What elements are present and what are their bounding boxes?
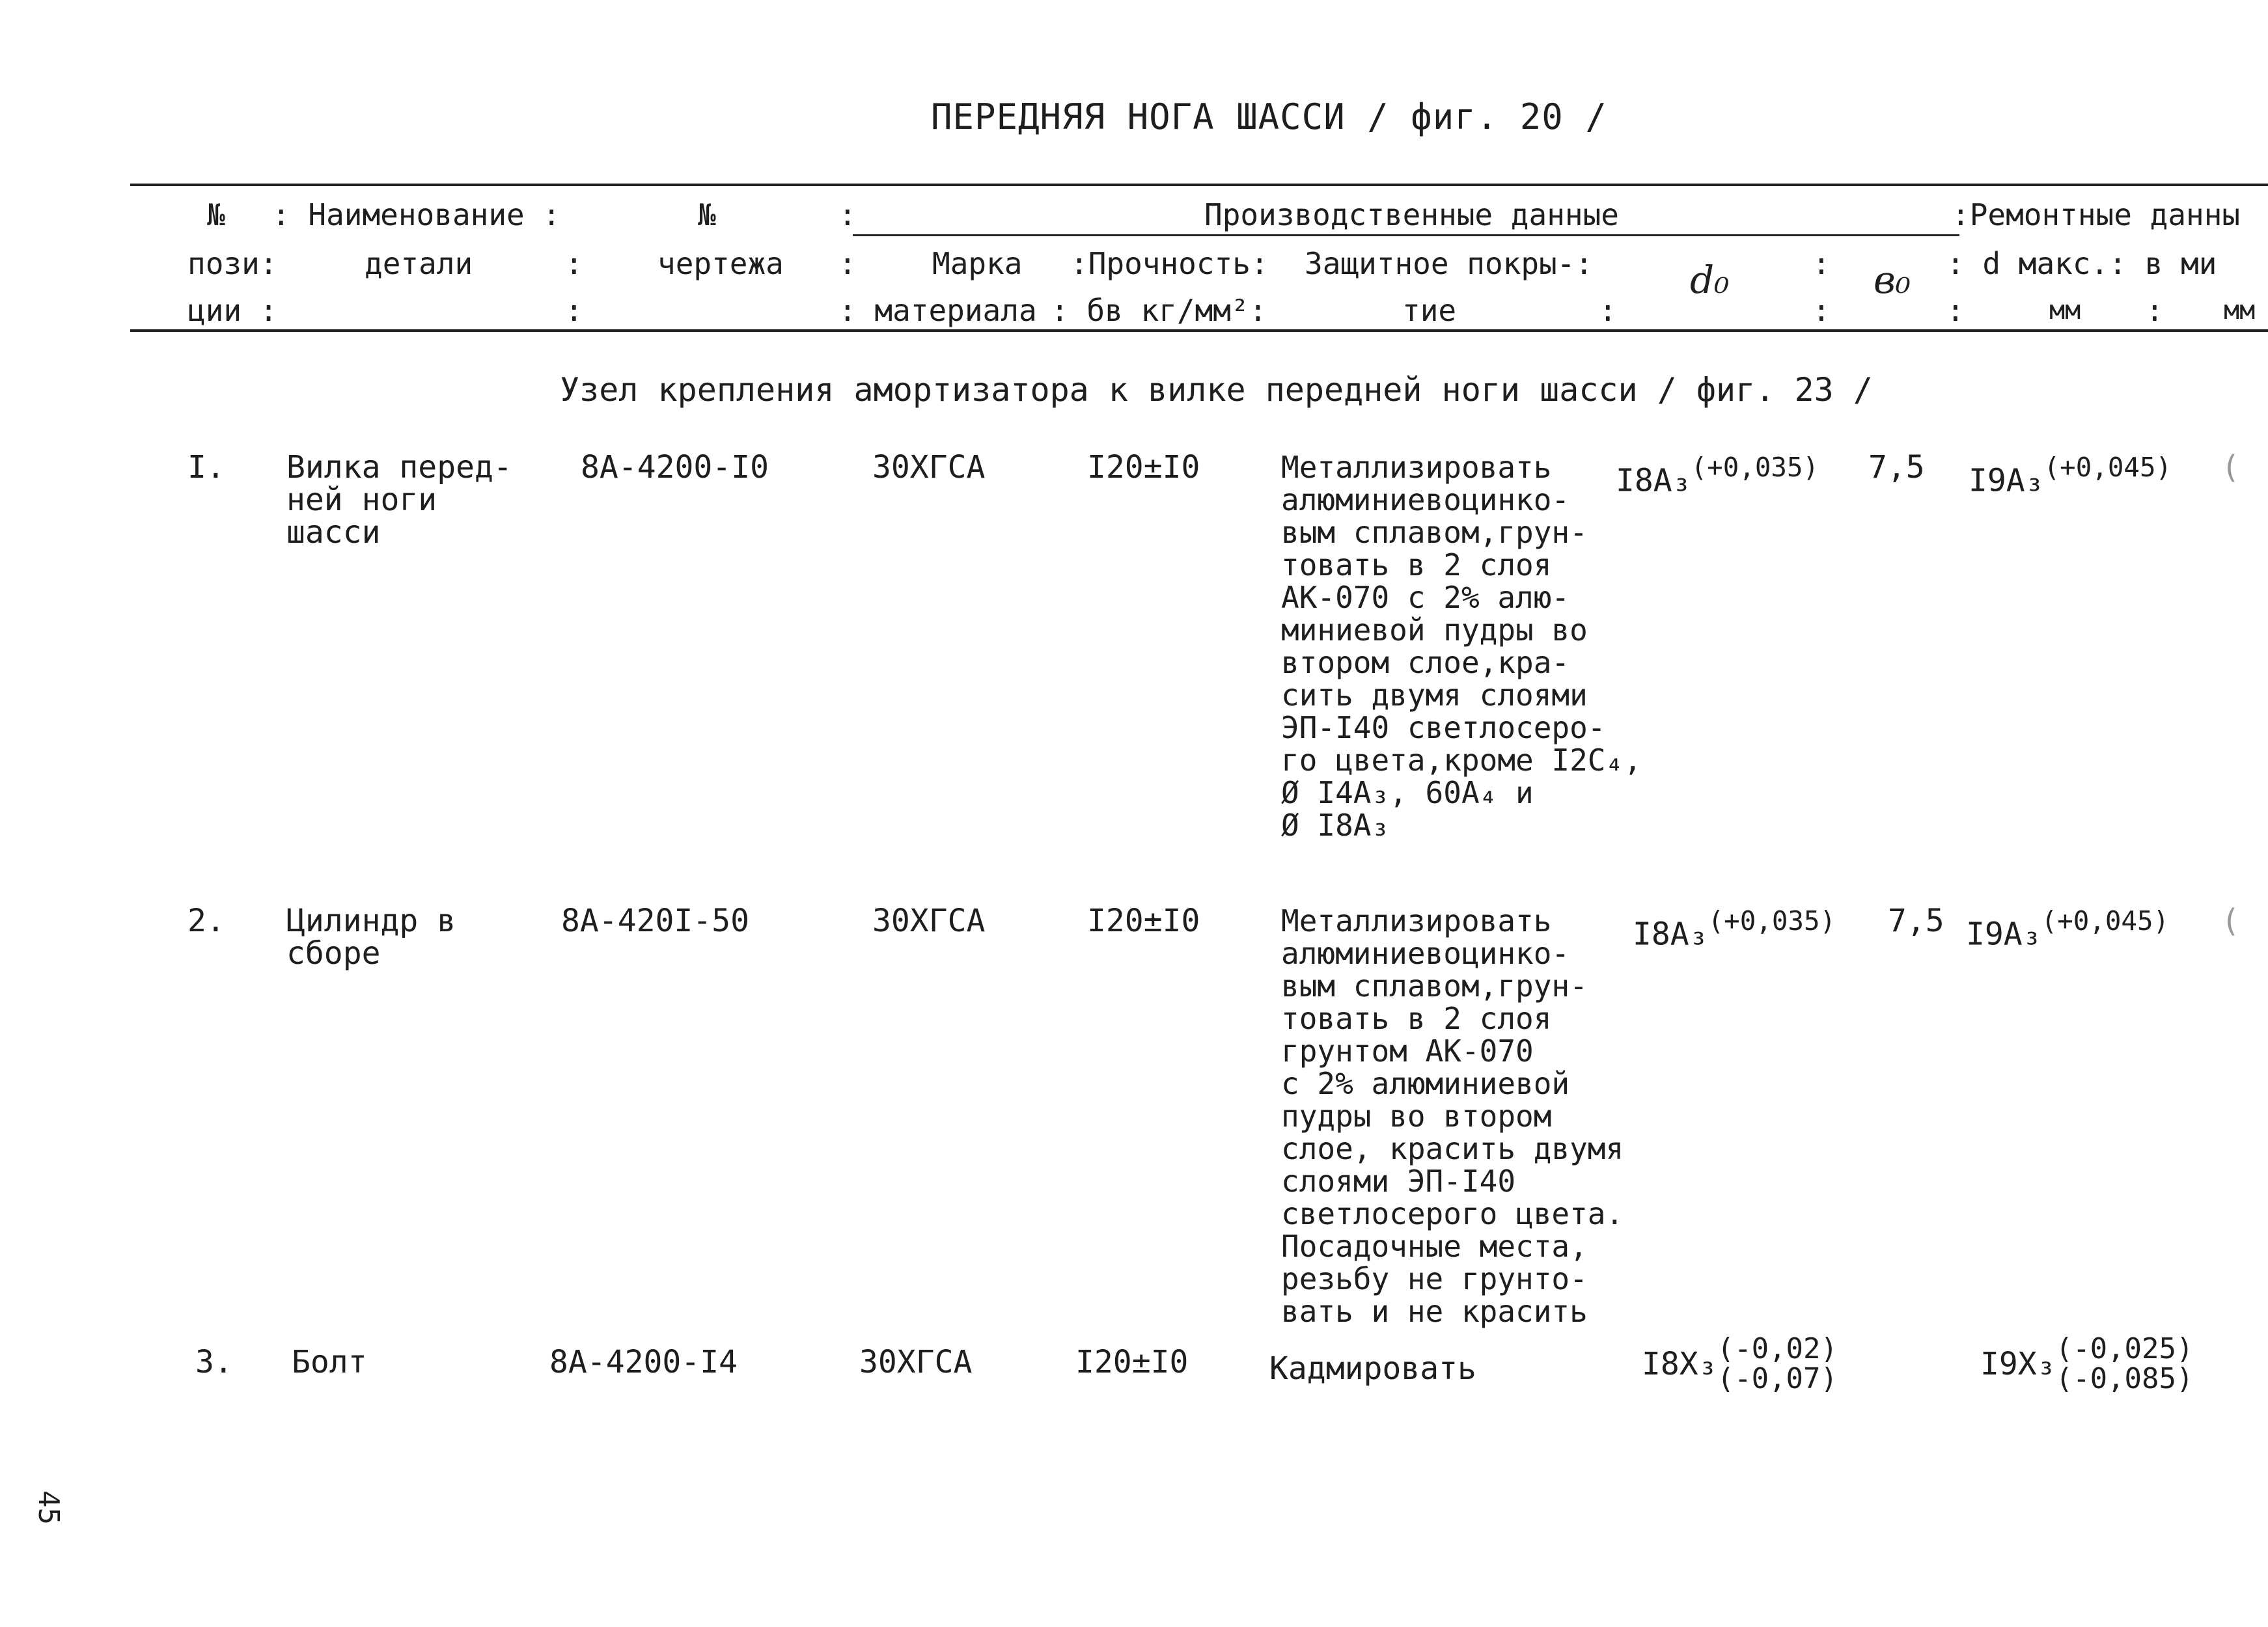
row-3-drawing: 8А-4200-I4: [549, 1344, 738, 1380]
hdr-material-1: Марка: [932, 246, 1023, 281]
hdr-bmax-unit: мм: [2224, 295, 2256, 325]
row-1-d0: I8А₃$^{(+0,035)}$: [1616, 452, 1819, 499]
row-2-b0: 7,5: [1888, 903, 1944, 939]
hdr-sep-8: :: [1946, 293, 1965, 328]
hdr-num-1: №: [207, 197, 225, 232]
row-2-num: 2.: [187, 903, 225, 939]
row-3-name: Болт: [292, 1344, 367, 1380]
row-3-num: 3.: [195, 1344, 233, 1380]
row-3-coating: Кадмировать: [1269, 1350, 1476, 1387]
page-number: 45: [32, 1490, 65, 1525]
hdr-num-2: пози:: [187, 246, 278, 281]
row-1-strength: I20±I0: [1087, 449, 1200, 485]
page-title: ПЕРЕДНЯЯ НОГА ШАССИ / фиг. 20 /: [931, 96, 1607, 137]
hdr-drw-1: №: [698, 197, 716, 232]
hdr-d0: d₀: [1690, 258, 1730, 302]
row-3-dmax: I9Х₃(-0,025) (-0,085): [1980, 1332, 2194, 1395]
hdr-dmax-unit: мм: [2049, 295, 2081, 325]
hdr-dmax: : d макс.: в ми: [1946, 246, 2217, 281]
row-1-drawing: 8А-4200-I0: [581, 449, 769, 485]
hdr-drw-2: чертежа: [657, 246, 784, 281]
hdr-name-1: : Наименование :: [272, 197, 561, 232]
hdr-coating-2: тие: [1402, 293, 1457, 328]
row-1-material: 30ХГСА: [872, 449, 986, 485]
hdr-strength-2: : бв кг/мм²:: [1051, 293, 1267, 328]
hdr-sep-1: :: [565, 246, 583, 281]
row-2-coating: Металлизировать алюминиевоцинко- вым сплавом,грун- товать в 2 слоя грунтом АК-070 с 2% алюминиевой пудры во втором слое, красить двумя слоями ЭП-I40 светлосерого цвета. Посадочные места, резьбу не грунто- вать и не красить: [1281, 903, 1624, 1329]
hdr-production: Производственные данные: [1204, 197, 1619, 232]
hdr-repair: :Ремонтные данны: [1952, 197, 2241, 232]
hdr-sep-9: :: [2146, 293, 2164, 328]
row-3-strength: I20±I0: [1075, 1344, 1189, 1380]
section-heading: Узел крепления амортизатора к вилке передней ноги шасси / фиг. 23 /: [560, 371, 1873, 409]
hdr-sep-2: :: [565, 293, 583, 328]
row-1-coating: Металлизировать алюминиевоцинко- вым сплавом,грун- товать в 2 слоя АК-070 с 2% алю- миниевой пудры во втором слое,кра- сить двумя слоями ЭП-I40 светлосеро- го цвета,кроме I2С₄, Ø I4А₃, 60А₄ и Ø I8А₃: [1281, 450, 1642, 843]
row-1-name: Вилка перед- ней ноги шасси: [286, 449, 512, 551]
hdr-sep-4: :: [838, 246, 857, 281]
hdr-strength-1: :Прочность:: [1070, 246, 1269, 281]
hdr-coating-1: Защитное покры-:: [1305, 246, 1594, 281]
row-3-d0: I8Х₃(-0,02) (-0,07): [1642, 1332, 1838, 1395]
row-2-d0: I8А₃$^{(+0,035)}$: [1633, 905, 1836, 953]
row-2-material: 30ХГСА: [872, 903, 986, 939]
row-1-b0: 7,5: [1868, 449, 1925, 485]
row-2-dmax: I9А₃$^{(+0,045)}$: [1966, 905, 2170, 953]
row-1-dmax: I9А₃$^{(+0,045)}$: [1969, 452, 2172, 499]
header-top-rule: [130, 184, 2268, 186]
row-2-bmax: (: [2221, 903, 2240, 939]
hdr-material-2: : материала: [838, 293, 1037, 328]
row-1-num: I.: [187, 449, 225, 485]
hdr-sep-6: :: [1812, 246, 1831, 281]
hdr-sep-3: :: [838, 197, 857, 232]
hdr-b0: в₀: [1874, 258, 1911, 302]
header-sub-rule: [853, 234, 1959, 236]
row-3-material: 30ХГСА: [859, 1344, 973, 1380]
hdr-sep-5: :: [1599, 293, 1617, 328]
row-1-bmax: (: [2221, 449, 2240, 485]
header-bottom-rule: [130, 329, 2268, 332]
row-2-drawing: 8А-420I-50: [561, 903, 749, 939]
hdr-num-3: ции :: [187, 293, 278, 328]
row-2-name: Цилиндр в сборе: [286, 903, 456, 972]
row-2-strength: I20±I0: [1087, 903, 1200, 939]
hdr-sep-7: :: [1812, 293, 1831, 328]
hdr-name-2: детали: [365, 246, 473, 281]
